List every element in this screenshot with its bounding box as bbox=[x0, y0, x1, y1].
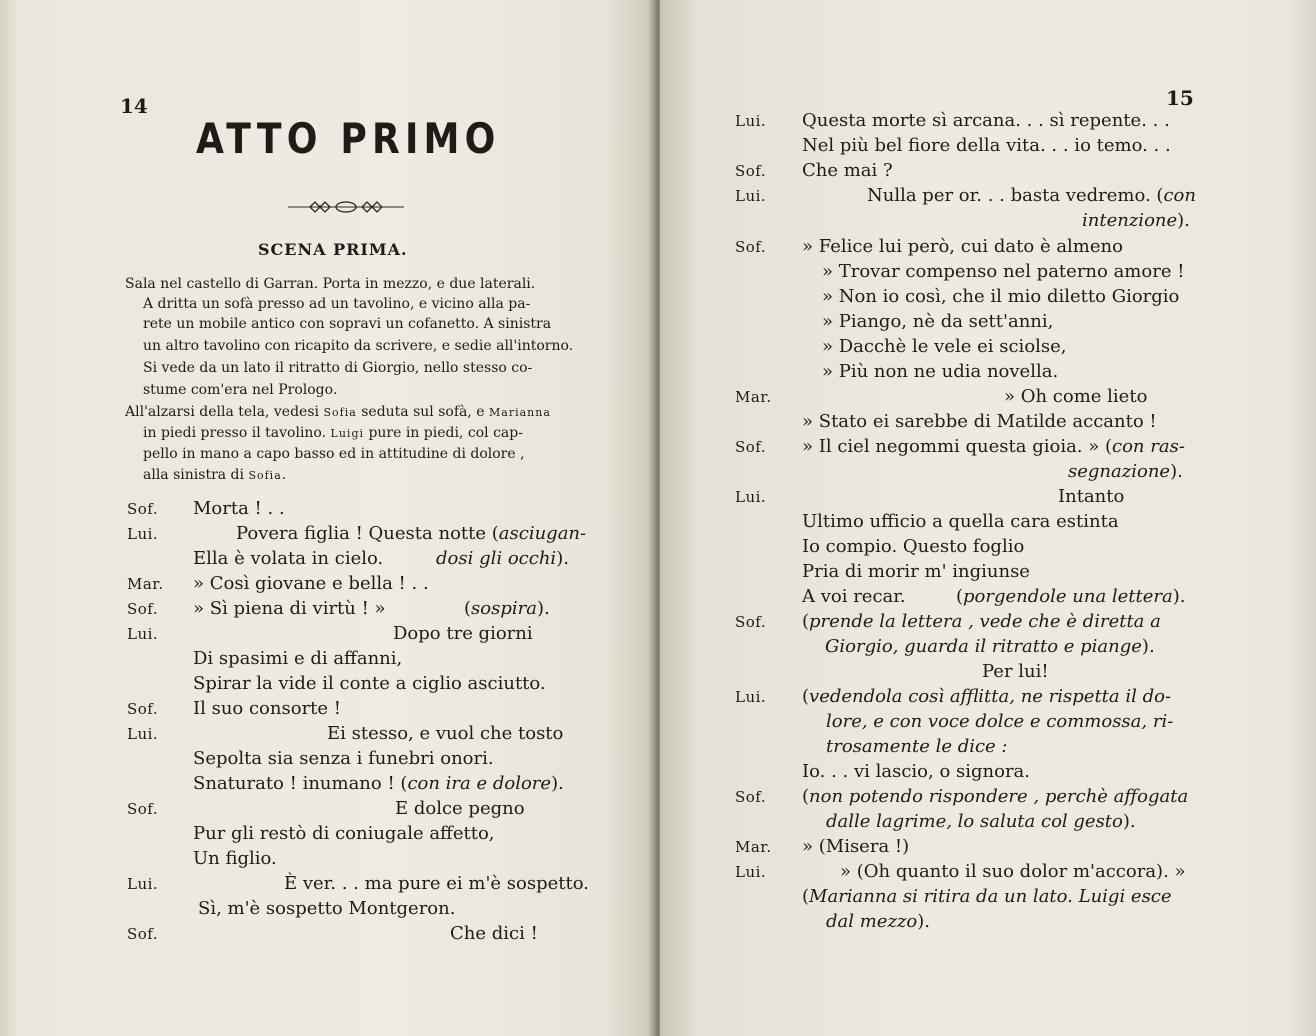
dialogue-line: Che dici ! bbox=[450, 923, 538, 944]
dialogue-line: » Trovar compenso nel paterno amore ! bbox=[822, 261, 1185, 282]
dialogue-line: dal mezzo). bbox=[826, 911, 931, 932]
dialogue-line: trosamente le dice : bbox=[826, 736, 1008, 757]
dialogue-line: (prende la lettera , vede che è diretta a bbox=[802, 611, 1161, 632]
stage-direction-line: A dritta un sofà presso ad un tavolino, e vicino alla pa- bbox=[143, 296, 531, 312]
dialogue-line: Di spasimi e di affanni, bbox=[193, 648, 403, 669]
dialogue-line: Io compio. Questo foglio bbox=[802, 536, 1025, 557]
dialogue-line: Che mai ? bbox=[802, 160, 893, 181]
dialogue-line: Spirar la vide il conte a ciglio asciutto. bbox=[193, 673, 546, 694]
stage-direction-line: un altro tavolino con ricapito da scrivere, e sedie all'intorno. bbox=[143, 338, 574, 354]
stage-direction-line: pello in mano a capo basso ed in attitudine di dolore , bbox=[143, 446, 525, 462]
dialogue-line: » Oh come lieto bbox=[1004, 386, 1148, 407]
speaker-label: Sof. bbox=[735, 162, 767, 180]
dialogue-line: segnazione). bbox=[1068, 461, 1183, 482]
speaker-label: Lui. bbox=[127, 725, 159, 743]
dialogue-line: Pria di morir m' ingiunse bbox=[802, 561, 1030, 582]
dialogue-line: Il suo consorte ! bbox=[193, 698, 342, 719]
page-number-left: 14 bbox=[120, 94, 148, 118]
speaker-label: Lui. bbox=[127, 625, 159, 643]
speaker-label: Sof. bbox=[127, 925, 159, 943]
speaker-label: Sof. bbox=[735, 788, 767, 806]
dialogue-line: intenzione). bbox=[1082, 210, 1190, 231]
dialogue-line: Questa morte sì arcana. . . sì repente. . . bbox=[802, 110, 1170, 131]
dialogue-line: » (Oh quanto il suo dolor m'accora). » bbox=[840, 861, 1186, 882]
dialogue-line: Ella è volata in cielo. bbox=[193, 548, 384, 569]
scene-heading: SCENA PRIMA. bbox=[258, 240, 408, 259]
dialogue-line: » Più non ne udia novella. bbox=[822, 361, 1059, 382]
speaker-label: Sof. bbox=[127, 700, 159, 718]
dialogue-line: » Il ciel negommi questa gioia. » (con ras- bbox=[802, 436, 1185, 457]
dialogue-line: Snaturato ! inumano ! (con ira e dolore). bbox=[193, 773, 564, 794]
act-title: ATTO PRIMO bbox=[196, 114, 501, 163]
stage-direction-line: rete un mobile antico con sopravi un cofanetto. A sinistra bbox=[143, 316, 552, 332]
ornament-divider bbox=[288, 198, 404, 216]
dialogue-line: Intanto bbox=[1058, 486, 1125, 507]
dialogue-line: dosi gli occhi). bbox=[436, 548, 569, 569]
dialogue-line: Pur gli restò di coniugale affetto, bbox=[193, 823, 495, 844]
stage-direction-line: alla sinistra di Sofia. bbox=[143, 467, 287, 483]
dialogue-line: Morta ! . . bbox=[193, 498, 285, 519]
dialogue-line: (sospira). bbox=[464, 598, 550, 619]
speaker-label: Sof. bbox=[735, 238, 767, 256]
speaker-label: Lui. bbox=[735, 112, 767, 130]
page-number-right: 15 bbox=[1166, 86, 1194, 110]
dialogue-line: È ver. . . ma pure ei m'è sospetto. bbox=[284, 873, 589, 894]
stage-direction-line: Sala nel castello di Garran. Porta in mezzo, e due laterali. bbox=[125, 276, 536, 292]
dialogue-line: Povera figlia ! Questa notte (asciugan- bbox=[236, 523, 587, 544]
speaker-label: Lui. bbox=[735, 488, 767, 506]
stage-direction-line: in piedi presso il tavolino. Luigi pure in piedi, col cap- bbox=[143, 425, 523, 441]
dialogue-line: (Marianna si ritira da un lato. Luigi esce bbox=[802, 886, 1172, 907]
dialogue-line: Sì, m'è sospetto Montgeron. bbox=[198, 898, 456, 919]
dialogue-line: » Non io così, che il mio diletto Giorgio bbox=[822, 286, 1180, 307]
speaker-label: Sof. bbox=[127, 600, 159, 618]
dialogue-line: Nulla per or. . . basta vedremo. (con bbox=[867, 185, 1196, 206]
left-page bbox=[0, 0, 654, 1036]
speaker-label: Lui. bbox=[735, 688, 767, 706]
dialogue-line: Sepolta sia senza i funebri onori. bbox=[193, 748, 494, 769]
dialogue-line: E dolce pegno bbox=[395, 798, 525, 819]
dialogue-line: Un figlio. bbox=[193, 848, 277, 869]
dialogue-line: Ei stesso, e vuol che tosto bbox=[327, 723, 564, 744]
speaker-label: Lui. bbox=[735, 187, 767, 205]
dialogue-line: » Piango, nè da sett'anni, bbox=[822, 311, 1054, 332]
dialogue-line: Giorgio, guarda il ritratto e piange). bbox=[825, 636, 1155, 657]
speaker-label: Mar. bbox=[735, 388, 772, 406]
speaker-label: Sof. bbox=[127, 800, 159, 818]
dialogue-line: Io. . . vi lascio, o signora. bbox=[802, 761, 1031, 782]
dialogue-line: (porgendole una lettera). bbox=[956, 586, 1186, 607]
dialogue-line: » (Misera !) bbox=[802, 836, 910, 857]
dialogue-line: Nel più bel fiore della vita. . . io temo. . . bbox=[802, 135, 1171, 156]
dialogue-line: lore, e con voce dolce e commossa, ri- bbox=[826, 711, 1174, 732]
speaker-label: Sof. bbox=[735, 438, 767, 456]
dialogue-line: » Sì piena di virtù ! » bbox=[193, 598, 386, 619]
speaker-label: Lui. bbox=[127, 875, 159, 893]
right-page bbox=[660, 0, 1316, 1036]
speaker-label: Mar. bbox=[735, 838, 772, 856]
dialogue-line: Ultimo ufficio a quella cara estinta bbox=[802, 511, 1119, 532]
dialogue-line: » Stato ei sarebbe di Matilde accanto ! bbox=[802, 411, 1157, 432]
speaker-label: Lui. bbox=[735, 863, 767, 881]
dialogue-line: » Così giovane e bella ! . . bbox=[193, 573, 429, 594]
dialogue-line: Dopo tre giorni bbox=[393, 623, 533, 644]
stage-direction-line: Si vede da un lato il ritratto di Giorgio, nello stesso co- bbox=[143, 360, 533, 376]
dialogue-line: dalle lagrime, lo saluta col gesto). bbox=[826, 811, 1136, 832]
speaker-label: Lui. bbox=[127, 525, 159, 543]
dialogue-line: » Felice lui però, cui dato è almeno bbox=[802, 236, 1123, 257]
dialogue-line: A voi recar. bbox=[802, 586, 906, 607]
speaker-label: Sof. bbox=[735, 613, 767, 631]
speaker-label: Sof. bbox=[127, 500, 159, 518]
dialogue-line: (vedendola così afflitta, ne rispetta il do- bbox=[802, 686, 1172, 707]
speaker-label: Mar. bbox=[127, 575, 164, 593]
dialogue-line: » Dacchè le vele ei sciolse, bbox=[822, 336, 1067, 357]
dialogue-line: Per lui! bbox=[982, 661, 1049, 682]
dialogue-line: (non potendo rispondere , perchè affogata bbox=[802, 786, 1189, 807]
stage-direction-line: All'alzarsi della tela, vedesi Sofia seduta sul sofà, e Marianna bbox=[125, 404, 551, 420]
stage-direction-line: stume com'era nel Prologo. bbox=[143, 382, 338, 398]
